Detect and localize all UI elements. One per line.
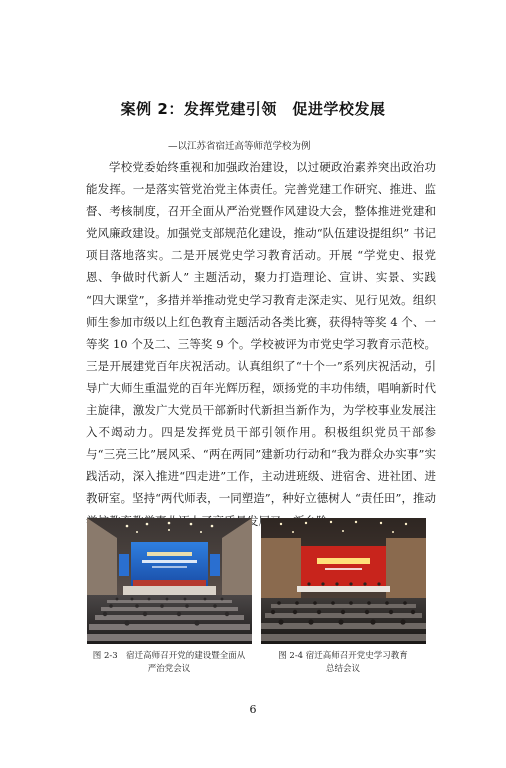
conference-hall-red-stage-image (261, 518, 426, 644)
figure-caption-2-4-line2: 总结会议 (325, 664, 360, 674)
case-title: 案例 2：发挥党建引领 促进学校发展 (120, 100, 386, 118)
figure-caption-2-3-line1: 图 2-3 宿迁高师召开党的建设暨全面从 (92, 651, 246, 661)
body-paragraph: 学校党委始终重视和加强政治建设，以过硬政治素养突出政治功能发挥。一是落实管党治党主体责任。完善党建工作研究、推进、监督、考核制度，召开全面从严治党暨作风建设大会，整体推进党建和党风廉政建设。加强党支部规范化建设，推动“队伍建设提组织” 书记项目落地落实。二是开展党史学习教育活动。开展 “学党史、报党恩、争做时代新人” 主题活动，聚力打造理论、宣讲、实景、实践 “四大课堂”，多措并举推动党史学习教育走深走实、见行见效。组织师生参加市级以上红色教育主题活动各类比赛，获得特等奖 4 个、一等奖 10 个及二、三等奖 9 个。学校被评为市党史学习教育示范校。三是开展建党百年庆祝活动。认真组织了“十个一”系列庆祝活动，引导广大师生重温党的百年光辉历程，颂扬党的丰功伟绩，唱响新时代主旋律，激发广大党员干部新时代新担当新作为，为学校事业发展注入不竭动力。四是发挥党员干部引领作用。积极组织党员干部参与“三亮三比”展风采、“两在两同”建新功行动和“我为群众办实事”实践活动，深入推进“四走进”工作，主动进班级、进宿舍、进社团、进教研室。坚持“两代师表，一同塑造”，种好立德树人 “责任田”，推动 业迈上了高质量发展又一新台阶。 (86, 160, 436, 528)
figure-caption-2-3-line2: 严治党会议 (147, 664, 191, 674)
conference-hall-blue-stage-image (87, 518, 252, 644)
figure-caption-2-3 (84, 650, 254, 676)
page-number: 6 (249, 703, 257, 716)
figure-caption-2-4 (258, 650, 428, 676)
photo-party-building-meeting (87, 518, 252, 644)
photo-party-history-summary-meeting (261, 518, 426, 644)
figure-caption-2-4-line1: 图 2-4 宿迁高师召开党史学习教育 (278, 651, 408, 661)
case-subtitle: —以江苏省宿迁高等师范学校为例 (168, 141, 311, 152)
